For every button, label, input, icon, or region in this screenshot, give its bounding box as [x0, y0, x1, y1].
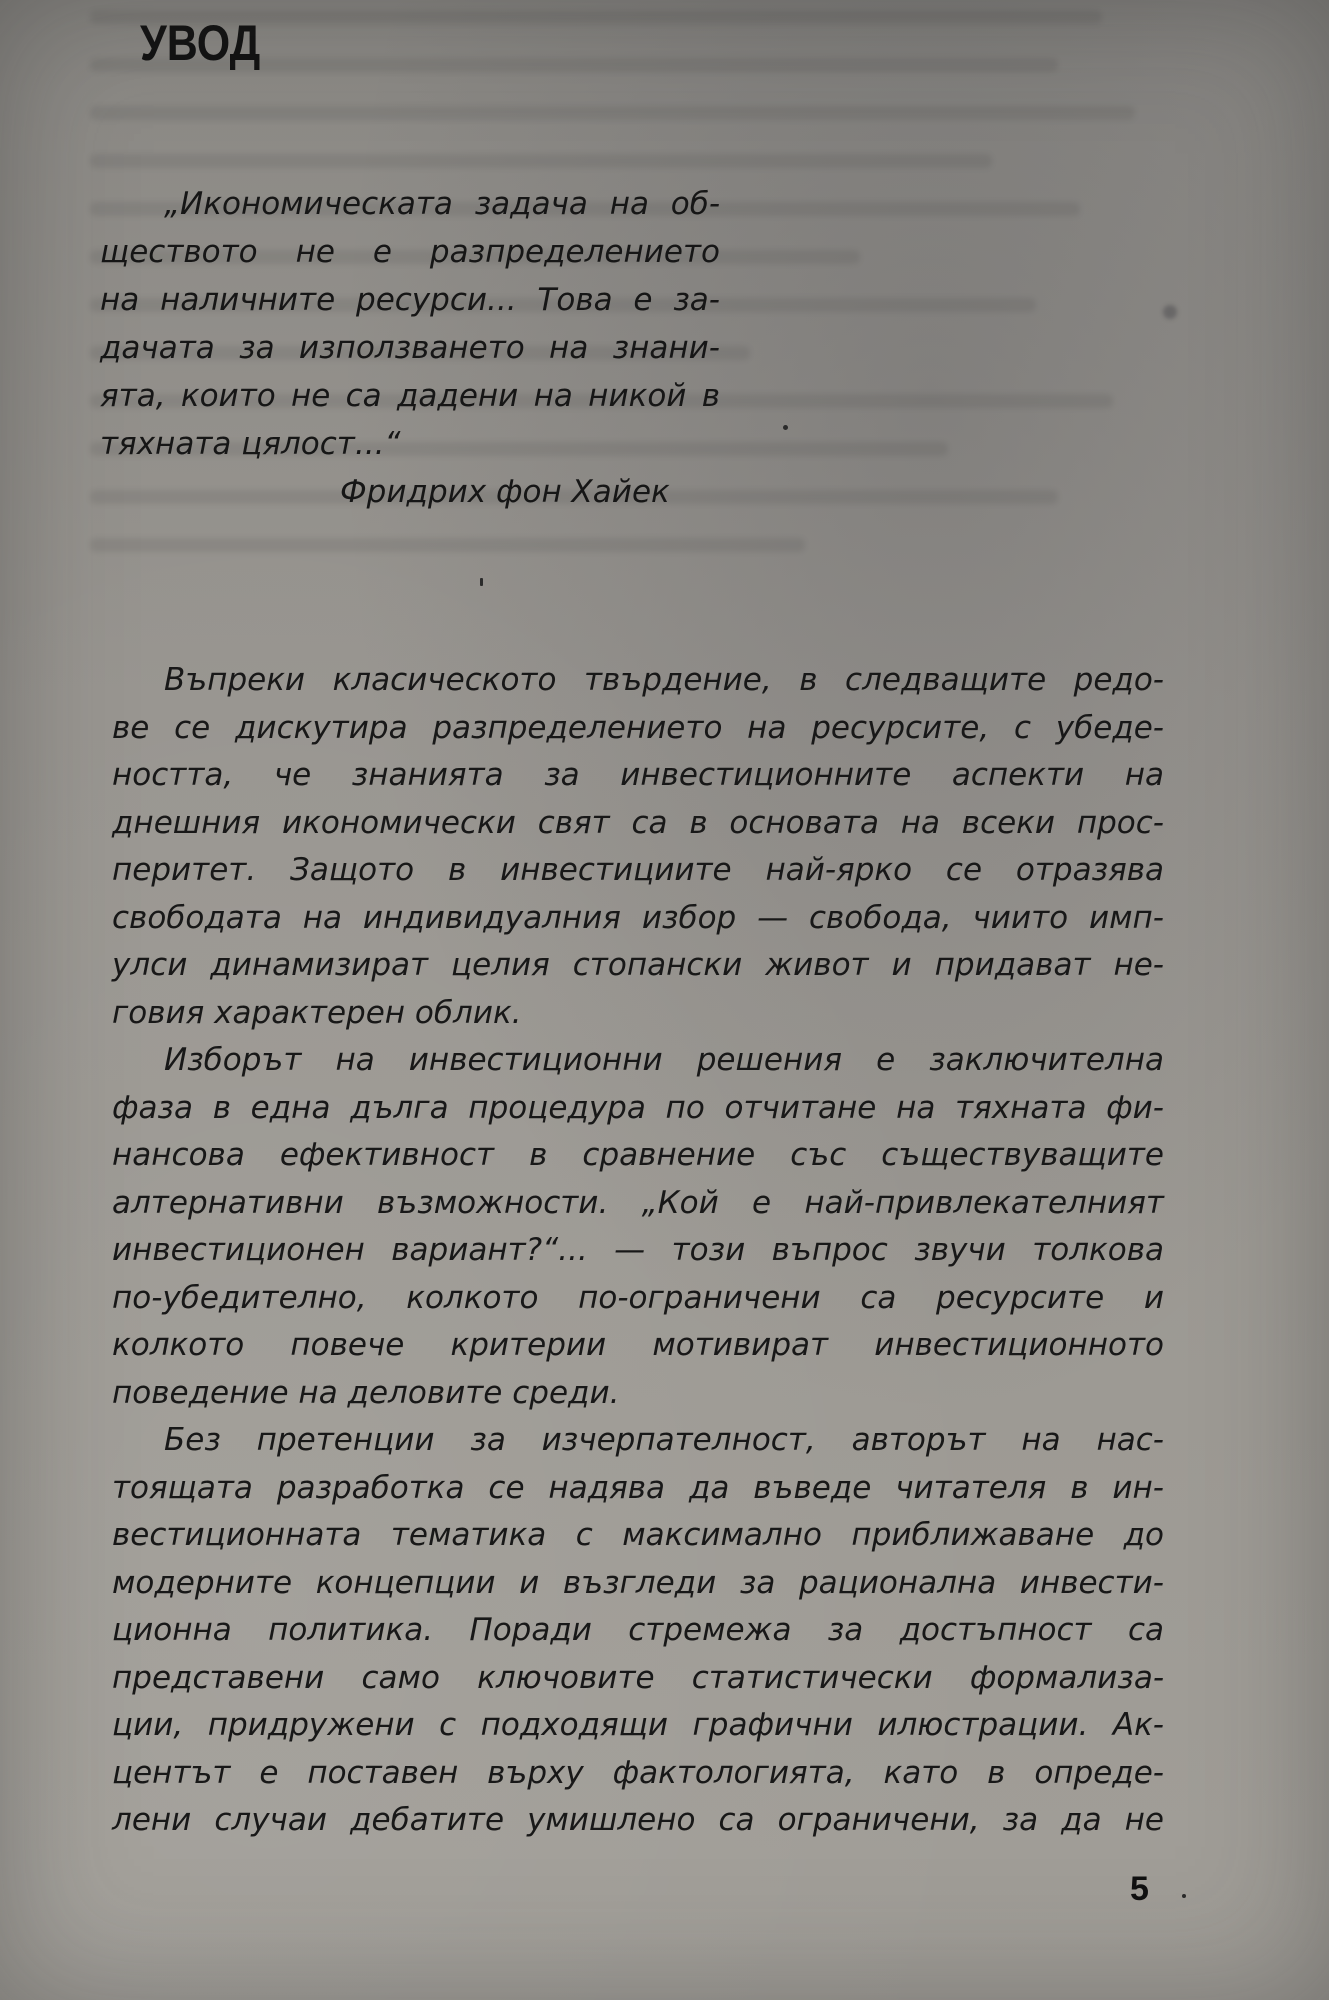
epigraph-line: тяхната цялост...“: [100, 426, 401, 462]
paragraph: [112, 1417, 1164, 1845]
epigraph-line: „Икономическата задача на об-: [164, 186, 720, 222]
text-line: днешния икономически свят са в основата на всеки прос-: [112, 804, 1164, 841]
text-line: колкото повече критерии мотивират инвестиционното: [112, 1327, 1164, 1363]
section-heading: УВОД: [140, 15, 261, 71]
body-text: [112, 657, 1164, 1845]
paragraph: [112, 657, 1164, 1037]
text-line: улси динамизират целия стопански живот и придават не-: [112, 947, 1164, 983]
text-line: перитет. Защото в инвестициите най-ярко се отразява: [112, 852, 1164, 888]
text-line: Без претенции за изчерпателност, авторът на нас-: [164, 1422, 1164, 1458]
text-line: поведение на деловите среди.: [112, 1374, 620, 1411]
text-line: алтернативни възможности. „Кой е най-привлекателният: [112, 1184, 1164, 1221]
text-line: представени само ключовите статистически формализа-: [112, 1659, 1164, 1696]
page-number: 5: [1130, 1870, 1149, 1908]
epigraph-line: ществото не е разпределението: [100, 234, 720, 270]
epigraph-line: дачата за използването на знани-: [100, 330, 720, 366]
text-line: говия характерен облик.: [112, 994, 522, 1031]
text-line: ве се дискутира разпределението на ресурсите, с убеде-: [112, 709, 1164, 746]
text-line: центът е поставен върху фактологията, като в опреде-: [112, 1754, 1164, 1791]
print-speck: [480, 578, 483, 586]
text-line: по-убедително, колкото по-ограничени са ресурсите и: [112, 1279, 1164, 1316]
text-line: свободата на индивидуалния избор — свобода, чиито имп-: [112, 899, 1164, 936]
epigraph-line: на наличните ресурси... Това е за-: [100, 282, 720, 318]
print-speck: [1163, 305, 1177, 319]
text-line: Изборът на инвестиционни решения е заключителна: [164, 1042, 1164, 1078]
print-speck: [1182, 1894, 1186, 1898]
text-line: инвестиционен вариант?“... — този въпрос звучи толкова: [112, 1232, 1164, 1268]
epigraph-author: Фридрих фон Хайек: [340, 474, 670, 510]
epigraph-line: ята, които не са дадени на никой в: [100, 378, 720, 414]
text-line: вестиционната тематика с максимално приближаване до: [112, 1517, 1164, 1553]
text-line: фаза в една дълга процедура по отчитане на тяхната фи-: [112, 1089, 1164, 1126]
text-line: модерните концепции и възгледи за рационална инвести-: [112, 1564, 1164, 1601]
text-line: ции, придружени с подходящи графични илюстрации. Ак-: [112, 1707, 1164, 1743]
epigraph-quote: [100, 180, 720, 516]
text-line: ността, че знанията за инвестиционните аспекти на: [112, 757, 1164, 793]
text-line: лени случаи дебатите умишлено са ограничени, за да не: [112, 1802, 1164, 1838]
text-line: ционна политика. Поради стремежа за достъпност са: [112, 1612, 1164, 1648]
text-line: нансова ефективност в сравнение със съществуващите: [112, 1137, 1164, 1173]
paragraph: [112, 1037, 1164, 1417]
print-speck: [783, 425, 788, 430]
text-line: тоящата разработка се надява да въведе читателя в ин-: [112, 1469, 1164, 1506]
text-line: Въпреки класическото твърдение, в следващите редо-: [164, 662, 1164, 698]
